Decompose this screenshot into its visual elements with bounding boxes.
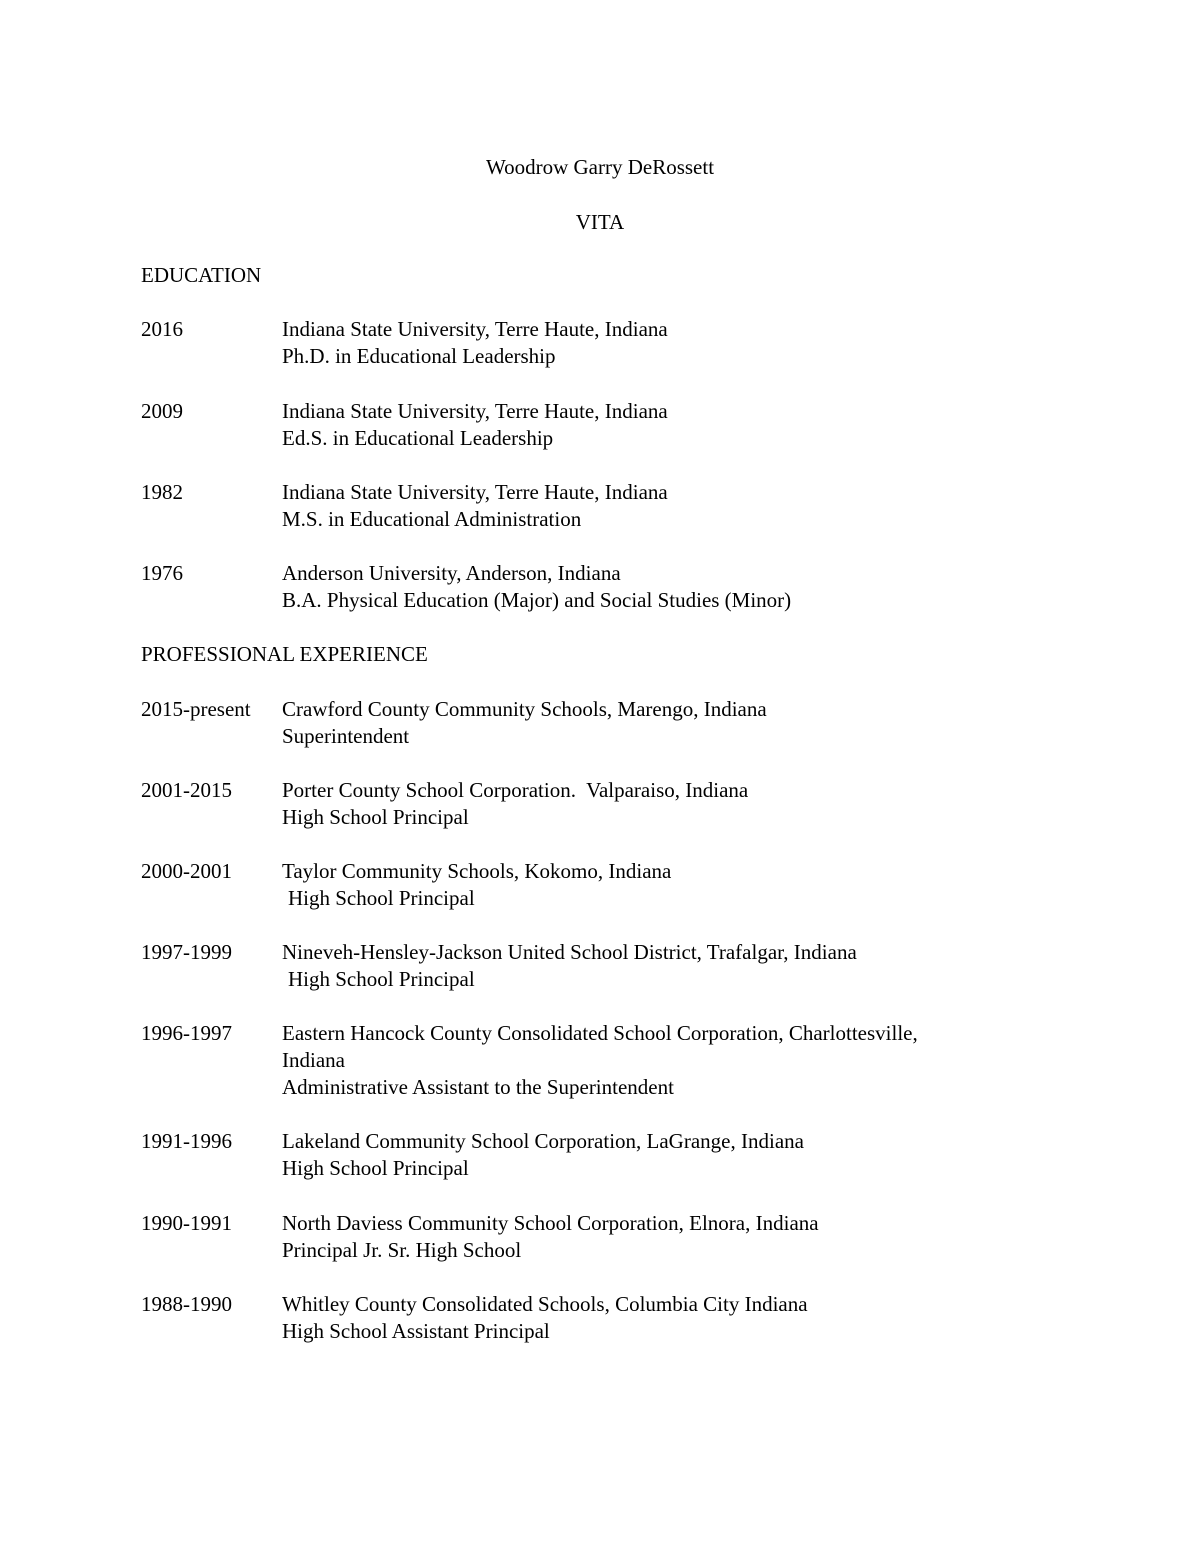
experience-position: Principal Jr. Sr. High School	[282, 1238, 522, 1262]
experience-organization: Porter County School Corporation. Valparaiso, Indiana	[282, 778, 749, 802]
experience-organization: Nineveh-Hensley-Jackson United School District, Trafalgar, Indiana	[282, 940, 857, 964]
person-name: Woodrow Garry DeRossett	[485, 155, 715, 179]
education-degree: Ph.D. in Educational Leadership	[282, 344, 556, 368]
education-heading: EDUCATION	[141, 263, 262, 287]
education-institution: Indiana State University, Terre Haute, Indiana	[282, 480, 668, 504]
education-year: 1976	[141, 561, 183, 585]
experience-position: Administrative Assistant to the Superintendent	[282, 1075, 674, 1099]
experience-position: High School Assistant Principal	[282, 1319, 550, 1343]
education-year: 2016	[141, 317, 183, 341]
education-institution: Indiana State University, Terre Haute, Indiana	[282, 317, 668, 341]
experience-years: 2000-2001	[141, 859, 232, 883]
experience-organization: Eastern Hancock County Consolidated School Corporation, Charlottesville,	[282, 1021, 918, 1045]
experience-organization: Whitley County Consolidated Schools, Columbia City Indiana	[282, 1292, 808, 1316]
experience-years: 1988-1990	[141, 1292, 232, 1316]
experience-heading: PROFESSIONAL EXPERIENCE	[141, 642, 428, 666]
experience-position: Superintendent	[282, 724, 410, 748]
experience-organization-continued: Indiana	[282, 1048, 345, 1072]
experience-years: 1991-1996	[141, 1129, 232, 1153]
education-institution: Anderson University, Anderson, Indiana	[282, 561, 621, 585]
education-year: 2009	[141, 399, 183, 423]
document-title: VITA	[575, 210, 625, 234]
experience-years: 1997-1999	[141, 940, 232, 964]
experience-organization: Lakeland Community School Corporation, LaGrange, Indiana	[282, 1129, 804, 1153]
experience-years: 1996-1997	[141, 1021, 232, 1045]
experience-position: High School Principal	[282, 1156, 469, 1180]
experience-years: 1990-1991	[141, 1211, 232, 1235]
education-degree: B.A. Physical Education (Major) and Social Studies (Minor)	[282, 588, 792, 612]
education-degree: Ed.S. in Educational Leadership	[282, 426, 554, 450]
experience-organization: Crawford County Community Schools, Marengo, Indiana	[282, 697, 767, 721]
experience-position: High School Principal	[288, 967, 475, 991]
experience-position: High School Principal	[282, 805, 469, 829]
education-degree: M.S. in Educational Administration	[282, 507, 582, 531]
experience-organization: Taylor Community Schools, Kokomo, Indiana	[282, 859, 672, 883]
experience-years: 2015-present	[141, 697, 251, 721]
education-institution: Indiana State University, Terre Haute, Indiana	[282, 399, 668, 423]
experience-years: 2001-2015	[141, 778, 232, 802]
experience-position: High School Principal	[288, 886, 475, 910]
education-year: 1982	[141, 480, 183, 504]
experience-organization: North Daviess Community School Corporation, Elnora, Indiana	[282, 1211, 819, 1235]
